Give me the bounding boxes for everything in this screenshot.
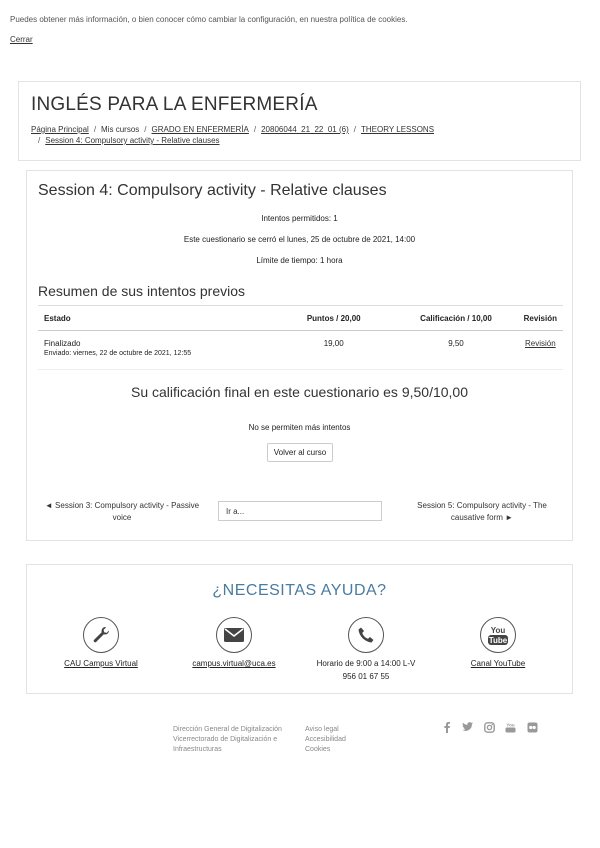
breadcrumb-activity[interactable]: Session 4: Compulsory activity - Relative clauses <box>45 136 220 145</box>
attempt-status: Finalizado <box>44 339 81 348</box>
breadcrumb-my-courses: Mis cursos <box>101 125 140 134</box>
facebook-icon[interactable] <box>443 722 451 736</box>
footer-cookies-link[interactable]: Cookies <box>305 746 331 753</box>
help-item-cau[interactable] <box>35 617 167 670</box>
instagram-icon[interactable] <box>484 722 495 736</box>
review-link[interactable]: Revisión <box>524 339 556 348</box>
cookie-text: Puedes obtener más información, o bien conocer cómo cambiar la configuración, en nuestra política de cookies. <box>10 15 408 24</box>
phone-icon <box>348 617 384 653</box>
footer-institution <box>173 725 282 755</box>
attempt-grade: 9,50 <box>394 331 517 370</box>
flickr-icon[interactable] <box>527 722 538 736</box>
course-title: INGLÉS PARA LA ENFERMERÍA <box>31 94 318 115</box>
attempts-summary-heading: Resumen de sus intentos previos <box>38 283 245 299</box>
help-item-youtube[interactable] <box>432 617 564 670</box>
attempts-table <box>38 305 563 370</box>
col-grade: Calificación / 10,00 <box>394 306 517 331</box>
attempt-submitted: Enviado: viernes, 22 de octubre de 2021, 12:55 <box>44 350 192 357</box>
breadcrumb-section[interactable]: THEORY LESSONS <box>360 125 435 134</box>
breadcrumb-line2: / Session 4: Compulsory activity - Relative clauses <box>38 136 220 145</box>
svg-text:You: You <box>506 722 515 728</box>
quiz-title: Session 4: Compulsory activity - Relative clauses <box>38 182 387 199</box>
final-grade: Su calificación final en este cuestionario es 9,50/10,00 <box>131 384 468 400</box>
jump-to-select[interactable]: Ir a... <box>218 501 382 521</box>
help-label-email[interactable]: campus.virtual@uca.es <box>192 659 276 668</box>
cookie-notice <box>10 15 590 30</box>
youtube-icon <box>480 617 516 653</box>
help-label-cau[interactable]: CAU Campus Virtual <box>64 659 138 668</box>
footer-line: Vicerrectorado de Digitalización e <box>173 736 278 743</box>
svg-text:You: You <box>490 626 506 635</box>
cookie-close-link[interactable]: Cerrar <box>10 35 33 44</box>
next-activity-link[interactable]: Session 5: Compulsory activity - The causative form ► <box>417 501 547 522</box>
svg-text:Tube: Tube <box>488 636 508 645</box>
envelope-icon <box>216 617 252 653</box>
col-review: Revisión <box>518 306 563 331</box>
col-status: Estado <box>38 306 273 331</box>
wrench-icon <box>83 617 119 653</box>
course-header <box>18 81 581 161</box>
back-to-course-button[interactable]: Volver al curso <box>267 443 333 462</box>
no-more-attempts: No se permiten más intentos <box>248 423 351 432</box>
quiz-closed-date: Este cuestionario se cerró el lunes, 25 de octubre de 2021, 14:00 <box>183 235 416 244</box>
footer-line: Infraestructuras <box>173 746 222 753</box>
attempts-allowed: Intentos permitidos: 1 <box>261 214 338 223</box>
help-label-phone: 956 01 67 55 <box>342 672 390 681</box>
help-title: ¿NECESITAS AYUDA? <box>212 582 387 599</box>
breadcrumb-course-code[interactable]: 20806044_21_22_01 (6) <box>261 125 349 134</box>
footer-accessibility-link[interactable]: Accesibilidad <box>305 736 346 743</box>
help-item-phone <box>300 617 432 683</box>
time-limit: Límite de tiempo: 1 hora <box>256 256 343 265</box>
quiz-card <box>26 170 573 541</box>
attempt-points: 19,00 <box>273 331 394 370</box>
table-row <box>38 331 563 370</box>
help-label-youtube[interactable]: Canal YouTube <box>470 659 526 668</box>
prev-activity-link[interactable]: ◄ Session 3: Compulsory activity - Passive voice <box>44 501 200 522</box>
footer-legal-link[interactable]: Aviso legal <box>305 726 339 733</box>
help-card <box>26 564 573 694</box>
col-points: Puntos / 20,00 <box>273 306 394 331</box>
breadcrumb-home[interactable]: Página Principal <box>31 125 89 134</box>
footer-links <box>305 725 346 755</box>
twitter-icon[interactable] <box>462 722 473 735</box>
help-item-email[interactable] <box>168 617 300 670</box>
help-label-hours: Horario de 9:00 a 14:00 L-V <box>316 659 416 668</box>
youtube-footer-icon[interactable] <box>505 722 516 736</box>
breadcrumb-degree[interactable]: GRADO EN ENFERMERÍA <box>151 125 249 134</box>
footer-line: Dirección General de Digitalización <box>173 726 282 733</box>
breadcrumb: Página Principal / Mis cursos / GRADO EN ENFERMERÍA / 20806044_21_22_01 (6) / THEORY LESSONS <box>31 125 435 134</box>
